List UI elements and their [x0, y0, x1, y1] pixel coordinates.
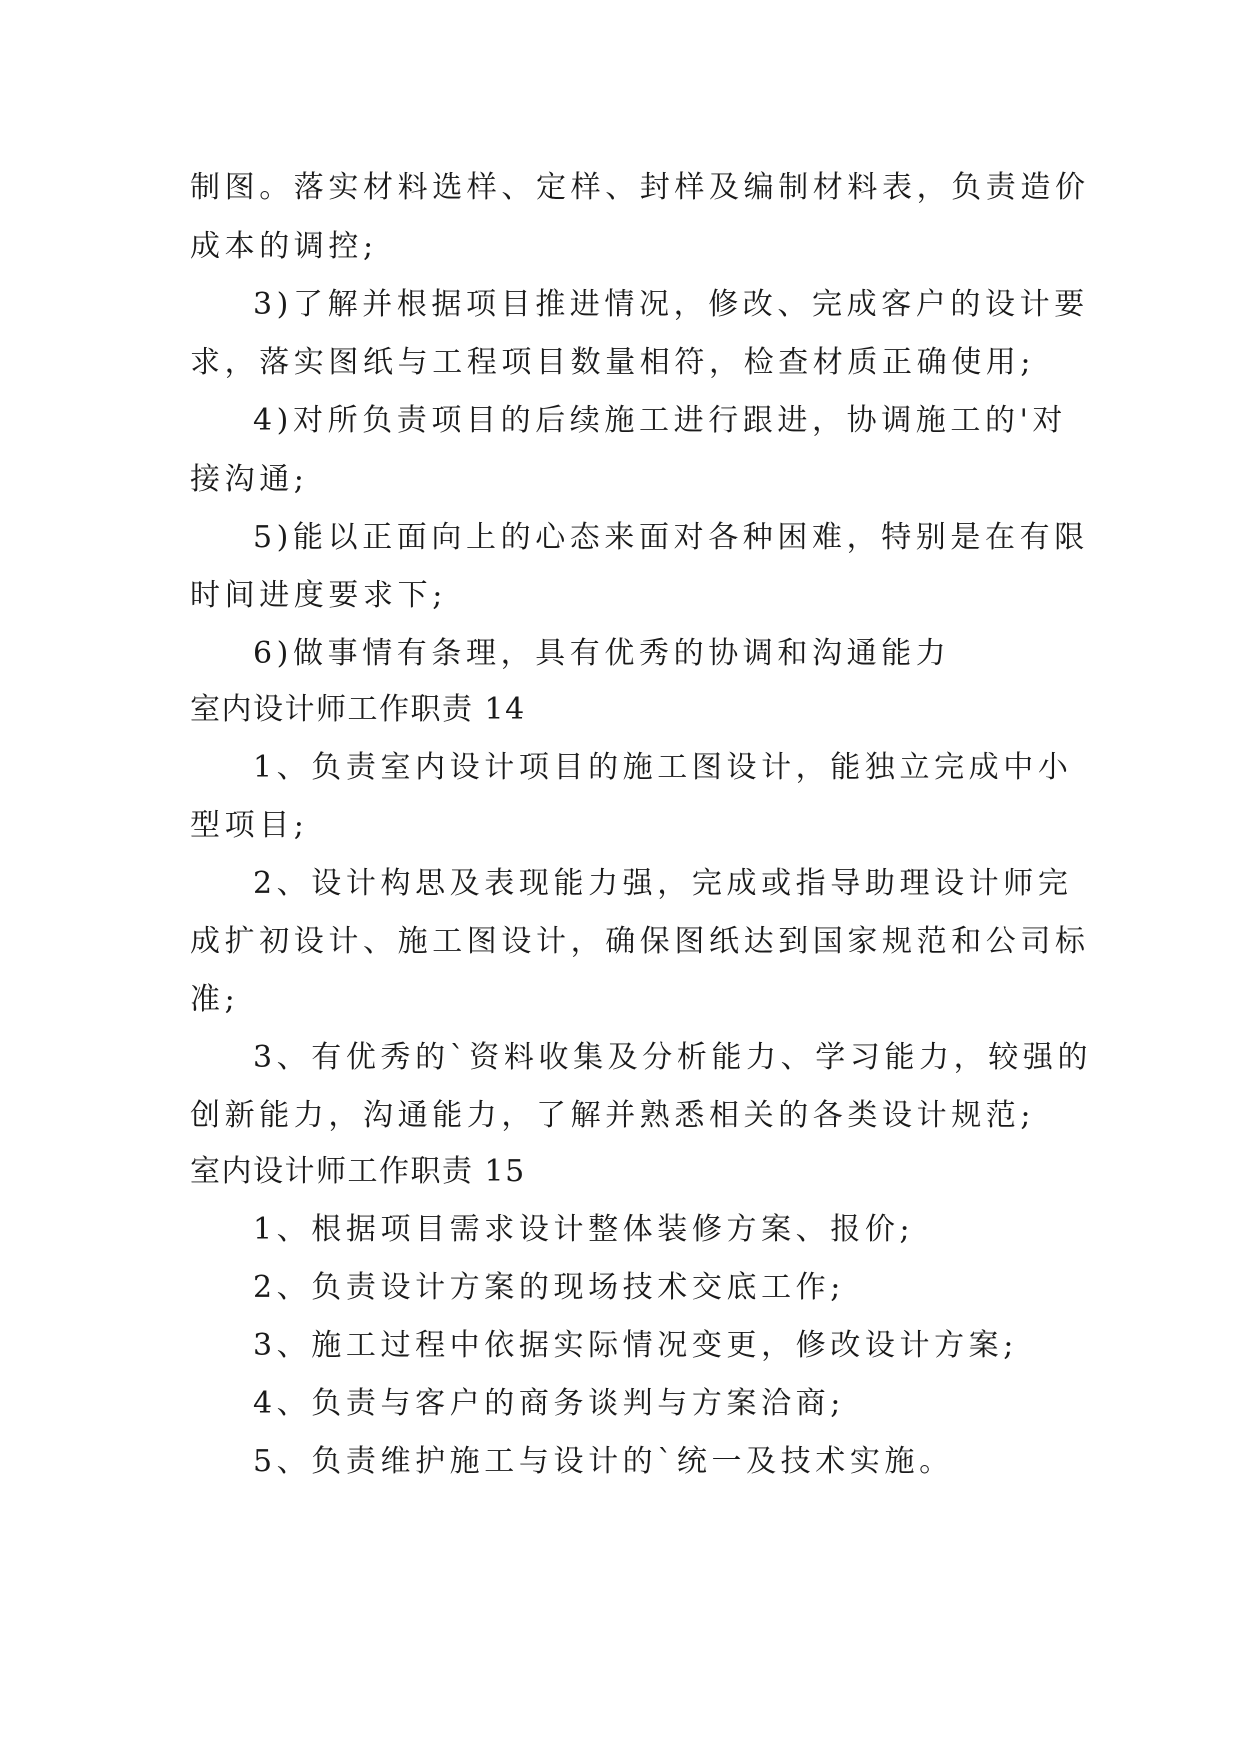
- paragraph-line: 制图。落实材料选样、定样、封样及编制材料表，负责造价: [190, 170, 1090, 205]
- list-item-3: 3)了解并根据项目推进情况，修改、完成客户的设计要: [253, 287, 1089, 322]
- paragraph-line: 准;: [190, 982, 240, 1017]
- list-item-2: 2、负责设计方案的现场技术交底工作;: [253, 1270, 845, 1305]
- list-item-3: 3、施工过程中依据实际情况变更，修改设计方案;: [253, 1328, 1018, 1363]
- list-item-5: 5)能以正面向上的心态来面对各种困难，特别是在有限: [253, 520, 1089, 555]
- list-item-3: 3、有优秀的`资料收集及分析能力、学习能力，较强的: [253, 1040, 1093, 1075]
- section-heading-15: 室内设计师工作职责 15: [190, 1154, 526, 1189]
- list-item-5: 5、负责维护施工与设计的`统一及技术实施。: [253, 1444, 954, 1479]
- paragraph-line: 时间进度要求下;: [190, 578, 447, 613]
- list-item-1: 1、根据项目需求设计整体装修方案、报价;: [253, 1212, 915, 1247]
- list-item-2: 2、设计构思及表现能力强，完成或指导助理设计师完: [253, 866, 1073, 901]
- paragraph-line: 求，落实图纸与工程项目数量相符，检查材质正确使用;: [190, 345, 1036, 380]
- list-item-4: 4、负责与客户的商务谈判与方案洽商;: [253, 1386, 845, 1421]
- paragraph-line: 型项目;: [190, 808, 309, 843]
- paragraph-line: 创新能力，沟通能力，了解并熟悉相关的各类设计规范;: [190, 1098, 1036, 1133]
- paragraph-line: 接沟通;: [190, 462, 309, 497]
- list-item-4: 4)对所负责项目的后续施工进行跟进，协调施工的'对: [253, 403, 1068, 438]
- list-item-6: 6)做事情有条理，具有优秀的协调和沟通能力: [253, 636, 951, 671]
- paragraph-line: 成扩初设计、施工图设计，确保图纸达到国家规范和公司标: [190, 924, 1090, 959]
- list-item-1: 1、负责室内设计项目的施工图设计，能独立完成中小: [253, 750, 1073, 785]
- section-heading-14: 室内设计师工作职责 14: [190, 692, 526, 727]
- paragraph-line: 成本的调控;: [190, 229, 378, 264]
